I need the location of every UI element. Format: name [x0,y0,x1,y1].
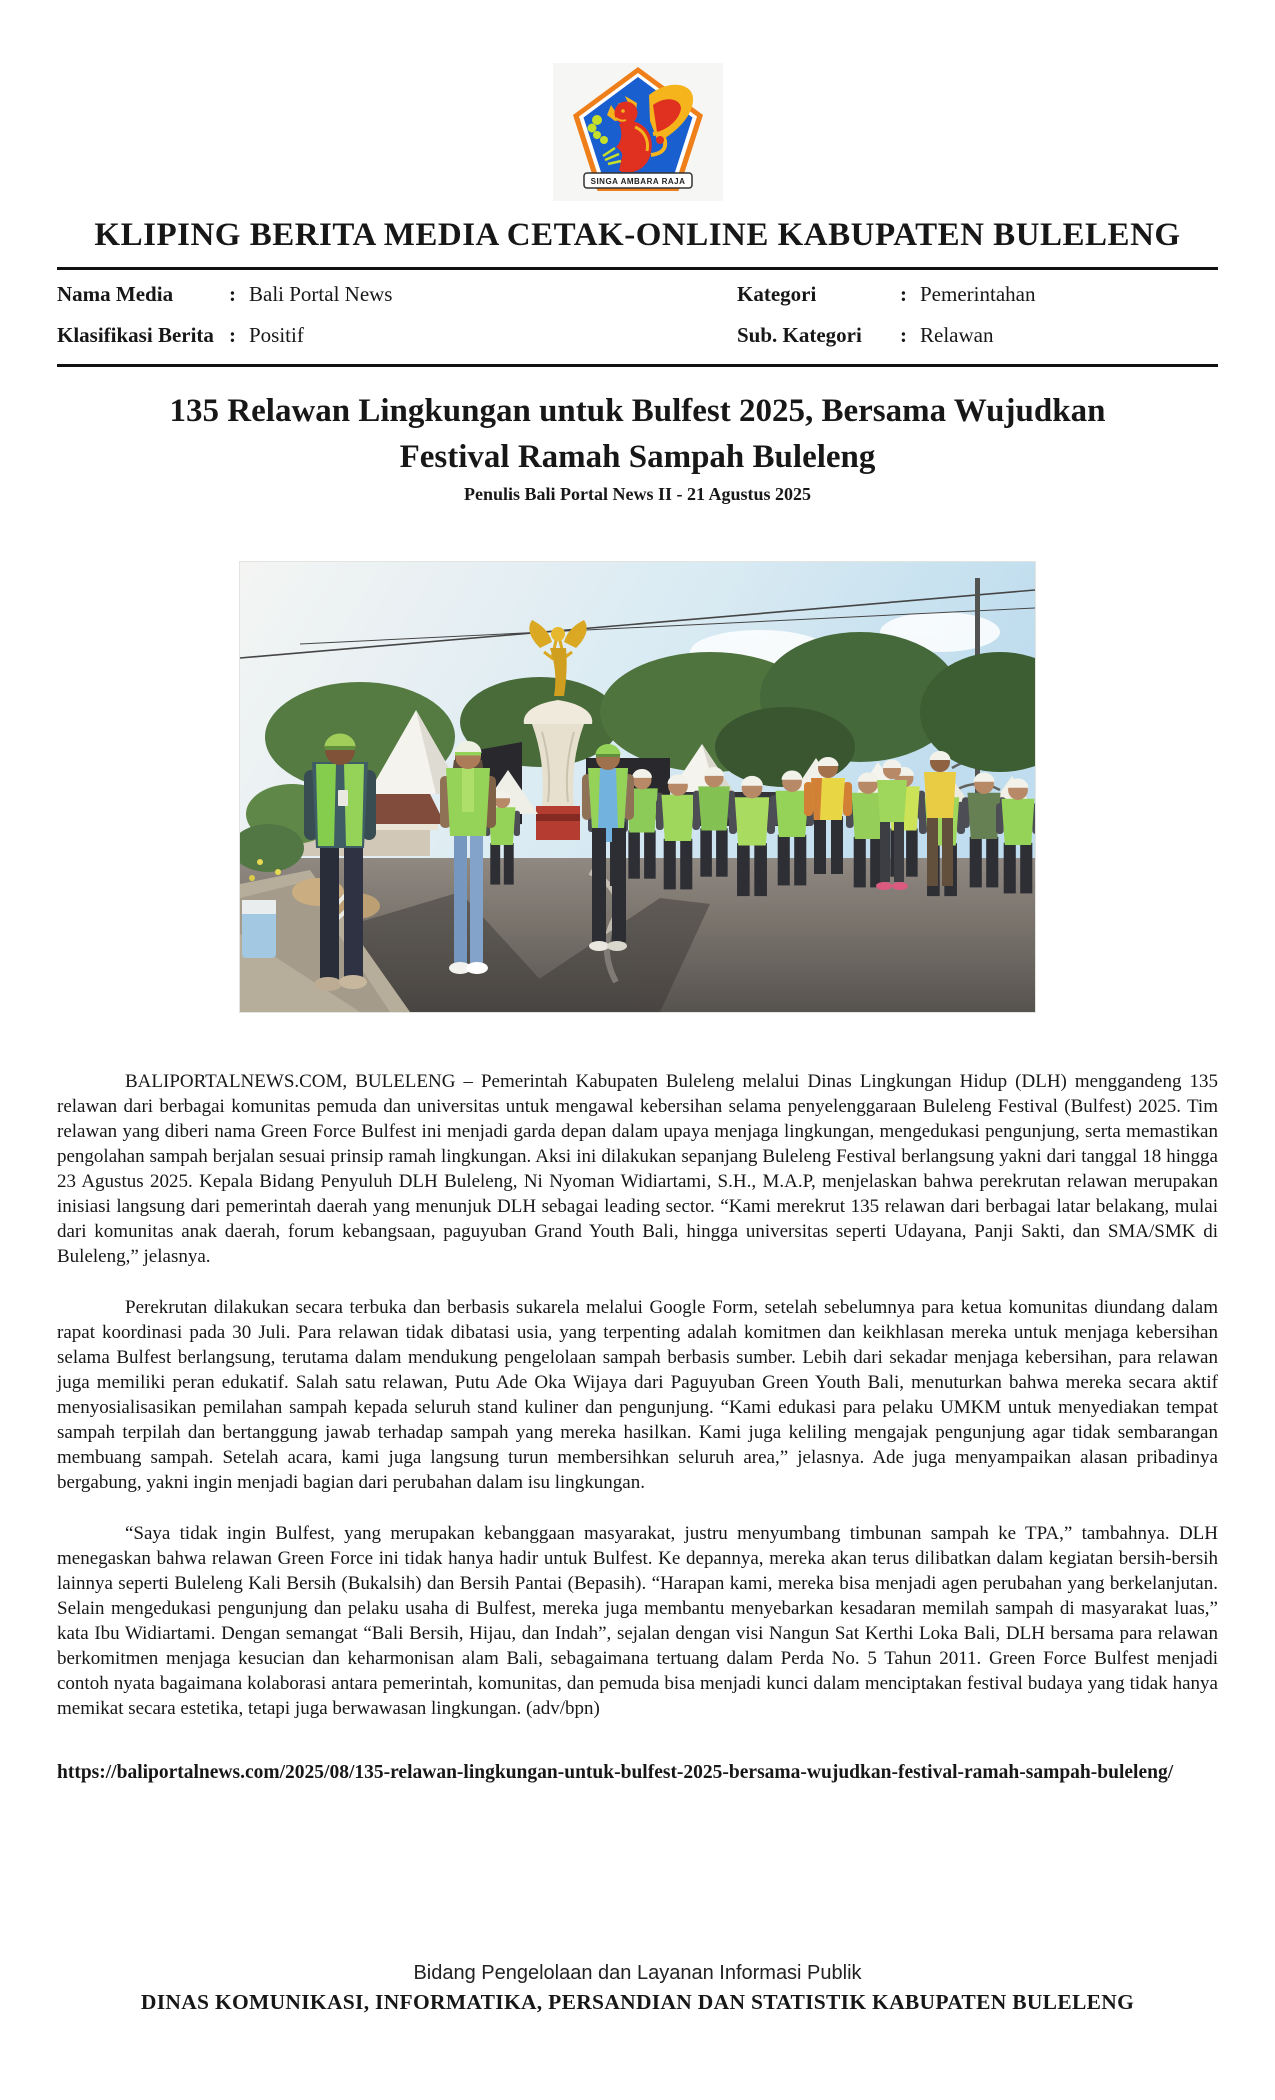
article-title [57,389,1218,480]
photo-haze [240,562,1035,1012]
sub-kategori-label: Sub. Kategori [737,323,862,347]
paragraph-1: BALIPORTALNEWS.COM, BULELENG – Pemerintah Kabupaten Buleleng melalui Dinas Lingkungan Hidup (DLH) menggandeng 135 relawan dari berbagai komunitas pemuda dan universitas untuk mengawal kebersihan selama penyelenggaraan Buleleng Festival (Bulfest) 2025. Tim relawan yang diberi nama Green Force Bulfest ini menjadi garda depan dalam upaya menjaga lingkungan, mengedukasi pengunjung, serta memastikan pengolahan sampah berjalan sesuai prinsip ramah lingkungan. Aksi ini dilakukan sepanjang Buleleng Festival berlangsung yakni dari tanggal 18 hingga 23 Agustus 2025. Kepala Bidang Penyuluh DLH Buleleng, Ni Nyoman Widiartami, S.H., M.A.P, menjelaskan bahwa perekrutan relawan merupakan inisiasi langsung dari pemerintah daerah yang menunjuk DLH sebagai leading sector. “Kami merekrut 135 relawan dari berbagai latar belakang, mulai dari komunitas anak daerah, forum kebangsaan, paguyuban Grand Youth Bali, hingga universitas seperti Udayana, Panji Sakti, dan SMA/SMK di Buleleng,” jelasnya. [57,1071,1218,1268]
page-footer [0,1962,1275,2015]
nama-media-label: Nama Media [57,282,174,306]
logo-banner [584,173,692,188]
source-url[interactable]: https://baliportalnews.com/2025/08/135-relawan-lingkungan-untuk-bulfest-2025-bersama-wujudkan-festival-ramah-sampah-buleleng/ [57,1762,1174,1784]
footer-division: Bidang Pengelolaan dan Layanan Informasi Publik [413,1962,862,1984]
document-title: KLIPING BERITA MEDIA CETAK-ONLINE KABUPATEN BULELENG [94,217,1181,253]
article-title-line1: 135 Relawan Lingkungan untuk Bulfest 2025, Bersama Wujudkan [169,393,1106,429]
divider-line-bottom [57,364,1218,367]
article-body [57,1069,1218,1721]
klasifikasi-label: Klasifikasi Berita [57,323,214,347]
kategori-label: Kategori [737,282,817,306]
colon: : [900,323,907,347]
footer-agency: DINAS KOMUNIKASI, INFORMATIKA, PERSANDIAN DAN STATISTIK KABUPATEN BULELENG [140,1990,1135,2014]
article-photo-illustration [240,562,1035,1012]
nama-media-value: Bali Portal News [249,282,393,306]
colon: : [229,282,236,306]
svg-text:SINGA AMBARA RAJA: SINGA AMBARA RAJA [590,177,685,186]
article-title-line2: Festival Ramah Sampah Buleleng [399,438,876,475]
buleleng-crest-logo [553,63,723,201]
klasifikasi-value: Positif [249,323,304,347]
colon: : [900,282,907,306]
singa-ambara-raja-crest-icon [553,63,723,201]
article-byline: Penulis Bali Portal News II - 21 Agustus 2025 [463,484,812,505]
kategori-value: Pemerintahan [920,282,1036,306]
colon: : [229,323,236,347]
paragraph-2: Perekrutan dilakukan secara terbuka dan berbasis sukarela melalui Google Form, setelah sebelumnya para ketua komunitas diundang dalam rapat koordinasi pada 30 Juli. Para relawan tidak dibatasi usia, yang terpenting adalah komitmen dan keikhlasan mereka untuk menjaga kebersihan selama Bulfest berlangsung, terutama dalam mendukung pengelolaan sampah berbasis sumber. Lebih dari sekadar menjaga kebersihan, para relawan juga memiliki peran edukatif. Salah satu relawan, Putu Ade Oka Wijaya dari Paguyuban Green Youth Bali, menuturkan bahwa mereka secara aktif menyosialisasikan pemilahan sampah kepada seluruh stand kuliner dan pengunjung. “Kami edukasi para pelaku UMKM untuk menyediakan tempat sampah terpilah dan bertanggung jawab terhadap sampah yang mereka hasilkan. Kami juga keliling mengajak pengunjung agar tidak sembarangan membuang sampah. Setelah acara, kami juga langsung turun membersihkan seluruh area,” jelasnya. Ade juga menyampaikan alasan pribadinya bergabung, yakni ingin menjadi bagian dari perubahan dalam isu lingkungan. [57,1297,1218,1494]
paragraph-3: “Saya tidak ingin Bulfest, yang merupakan kebanggaan masyarakat, justru menyumbang timbunan sampah ke TPA,” tambahnya. DLH menegaskan bahwa relawan Green Force ini tidak hanya hadir untuk Bulfest. Ke depannya, mereka akan terus dilibatkan dalam kegiatan bersih-bersih lainnya seperti Buleleng Kali Bersih (Bukalsih) dan Bersih Pantai (Bepasih). “Harapan kami, mereka bisa menjadi agen perubahan yang berkelanjutan. Selain mengedukasi pengunjung dan pelaku usaha di Bulfest, mereka juga membantu menyebarkan kesadaran memilah sampah di masyarakat luas,” kata Ibu Widiartami. Dengan semangat “Bali Bersih, Hijau, dan Indah”, sejalan dengan visi Nangun Sat Kerthi Loka Bali, DLH bersama para relawan berkomitmen menjaga kesucian dan keharmonisan alam Bali, sebagaimana tertuang dalam Perda No. 5 Tahun 2011. Green Force Bulfest menjadi contoh nyata bagaimana kolaborasi antara pemerintah, komunitas, dan pemuda bisa menjadi kunci dalam menciptakan festival budaya yang tidak hanya memikat secara estetika, tetapi juga berwawasan lingkungan. (adv/bpn) [57,1523,1218,1720]
article-photo [239,561,1036,1013]
metadata-table [57,270,1218,364]
sub-kategori-value: Relawan [920,323,994,347]
